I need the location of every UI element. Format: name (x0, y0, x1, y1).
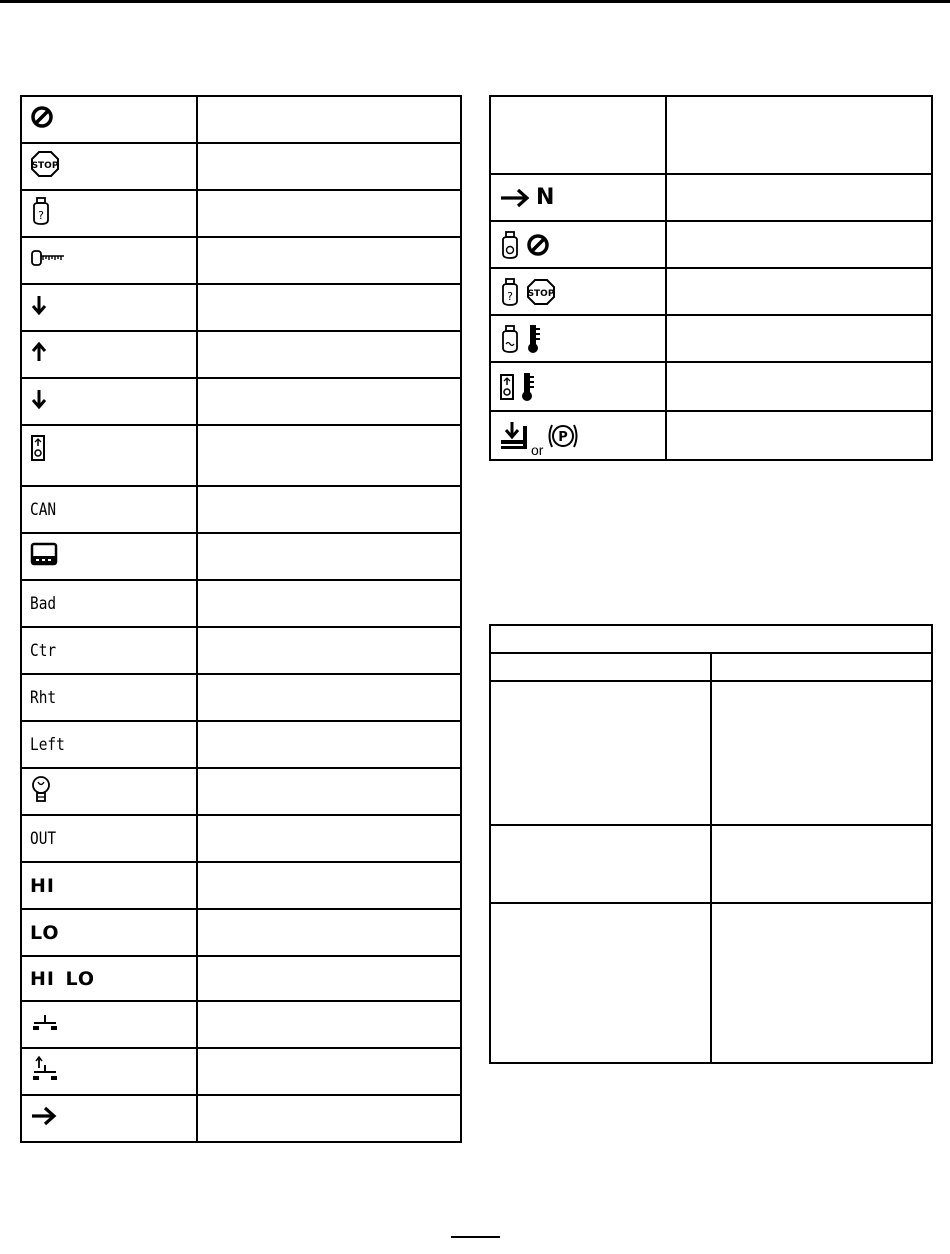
description-cell (666, 268, 932, 315)
arrow-down-icon (30, 388, 48, 410)
description-cell (666, 96, 932, 174)
symbol-cell (21, 237, 197, 284)
table-row (490, 315, 932, 362)
table-row (21, 768, 461, 815)
symbol-cell (490, 315, 666, 362)
table-row (490, 268, 932, 315)
table-row (21, 190, 461, 237)
table-row (21, 580, 461, 627)
table-row (490, 411, 932, 460)
top-rule (0, 0, 950, 3)
description-cell (197, 862, 461, 909)
symbol-cell (21, 284, 197, 331)
description-cell (666, 221, 932, 268)
description-cell (197, 533, 461, 580)
symbol-cell (21, 331, 197, 378)
symbol-table-right (489, 95, 933, 461)
column-header (490, 653, 711, 681)
lcd-text-ctr: Ctr (30, 640, 57, 661)
table-cell (711, 903, 932, 1063)
svg-text:P: P (558, 429, 569, 445)
table-cell (490, 903, 711, 1063)
table-row (21, 909, 461, 956)
mode-table (489, 624, 933, 1064)
description-cell (666, 315, 932, 362)
symbol-cell (490, 411, 666, 460)
description-cell (197, 284, 461, 331)
description-cell (197, 1048, 461, 1095)
engine-question-icon (499, 277, 521, 307)
table-row (490, 96, 932, 174)
lcd-text-rht: Rht (30, 687, 57, 708)
table-row (21, 486, 461, 533)
parking-brake-circle-icon (546, 421, 580, 451)
description-cell (197, 143, 461, 190)
symbol-cell (21, 190, 197, 237)
description-cell (197, 96, 461, 143)
symbol-cell (21, 815, 197, 862)
svg-text:STOP: STOP (31, 161, 59, 171)
svg-text:?: ? (38, 209, 44, 222)
description-cell (197, 815, 461, 862)
fuel-gauge-icon (499, 373, 515, 401)
column-header (711, 653, 932, 681)
symbol-cell (21, 1001, 197, 1048)
symbol-cell (490, 221, 666, 268)
table-row (21, 143, 461, 190)
description-cell (197, 580, 461, 627)
neutral-indicator: N (536, 185, 556, 210)
symbol-cell (21, 533, 197, 580)
table-row (21, 284, 461, 331)
table-row (490, 362, 932, 411)
table-cell (490, 825, 711, 903)
table-cell (711, 825, 932, 903)
engine-question-icon (30, 196, 52, 226)
table-row (21, 627, 461, 674)
table-row (21, 1095, 461, 1142)
symbol-cell (490, 268, 666, 315)
description-cell (197, 1001, 461, 1048)
symbol-cell (490, 96, 666, 174)
lcd-text-hi: HI (30, 967, 55, 990)
arrow-right-icon (499, 187, 531, 209)
stop-sign-icon (30, 150, 60, 178)
table-row (21, 1048, 461, 1095)
circle-slash-icon (30, 105, 54, 129)
arrow-up-icon (30, 341, 48, 363)
table-row (490, 174, 932, 221)
table-row (490, 825, 932, 903)
circle-slash-icon (526, 233, 550, 257)
symbol-cell (21, 96, 197, 143)
description-cell (197, 1095, 461, 1142)
description-cell (197, 768, 461, 815)
arrow-down-icon (30, 294, 48, 316)
table-row (490, 903, 932, 1063)
engine-coolant-icon (499, 324, 521, 354)
symbol-cell (21, 580, 197, 627)
symbol-cell (490, 174, 666, 221)
table-row (21, 96, 461, 143)
lcd-text-left: Left (30, 734, 65, 755)
symbol-cell (21, 909, 197, 956)
traction-unit-icon (30, 1011, 60, 1033)
fuel-gauge-icon (30, 434, 46, 462)
table-header-row (490, 653, 932, 681)
stop-sign-icon (526, 278, 556, 306)
description-cell (197, 721, 461, 768)
table-row (21, 674, 461, 721)
table-row (21, 815, 461, 862)
lcd-text-hi: HI (30, 874, 55, 897)
description-cell (666, 362, 932, 411)
symbol-cell (21, 1095, 197, 1142)
symbol-cell (21, 425, 197, 486)
description-cell (666, 174, 932, 221)
or-label: or (531, 441, 544, 458)
description-cell (197, 486, 461, 533)
key-icon (30, 247, 66, 269)
lcd-text-bad: Bad (30, 593, 57, 614)
description-cell (197, 425, 461, 486)
symbol-cell (21, 956, 197, 1001)
lcd-text-can: CAN (30, 499, 57, 520)
symbol-cell (21, 143, 197, 190)
traction-unit-raise-icon (30, 1055, 60, 1083)
symbol-cell (21, 768, 197, 815)
description-cell (666, 411, 932, 460)
table-row (21, 862, 461, 909)
lcd-text-lo: LO (30, 921, 60, 944)
page-footer-rule (451, 1236, 500, 1238)
thermometer-icon (526, 323, 542, 355)
light-bulb-icon (30, 775, 52, 803)
arrow-right-icon (30, 1105, 58, 1127)
table-row (21, 721, 461, 768)
description-cell (197, 331, 461, 378)
table-row (21, 331, 461, 378)
symbol-cell (21, 1048, 197, 1095)
parking-brake-lever-icon (499, 420, 529, 452)
symbol-table-left (20, 95, 462, 1143)
symbol-cell (21, 862, 197, 909)
symbol-cell (21, 627, 197, 674)
lcd-text-out: OUT (30, 828, 57, 849)
description-cell (197, 237, 461, 284)
description-cell (197, 190, 461, 237)
table-cell (711, 681, 932, 825)
table-row (490, 681, 932, 825)
table-row (21, 378, 461, 425)
symbol-cell (21, 378, 197, 425)
table-row (21, 237, 461, 284)
description-cell (197, 956, 461, 1001)
symbol-cell (490, 362, 666, 411)
description-cell (197, 909, 461, 956)
description-cell (197, 674, 461, 721)
table-row (21, 1001, 461, 1048)
thermometer-icon (520, 371, 536, 403)
symbol-cell (21, 721, 197, 768)
svg-text:STOP: STOP (527, 288, 555, 299)
table-row (21, 956, 461, 1001)
symbol-cell (21, 674, 197, 721)
description-cell (197, 627, 461, 674)
svg-text:?: ? (507, 289, 513, 303)
engine-oil-icon (499, 230, 521, 260)
symbol-cell (21, 486, 197, 533)
table-row (21, 425, 461, 486)
description-cell (197, 378, 461, 425)
table-row (490, 221, 932, 268)
display-screen-icon (30, 542, 58, 566)
table-title-row (490, 625, 932, 653)
table-title (490, 625, 932, 653)
table-cell (490, 681, 711, 825)
table-row (21, 533, 461, 580)
lcd-text-lo: LO (65, 967, 96, 990)
